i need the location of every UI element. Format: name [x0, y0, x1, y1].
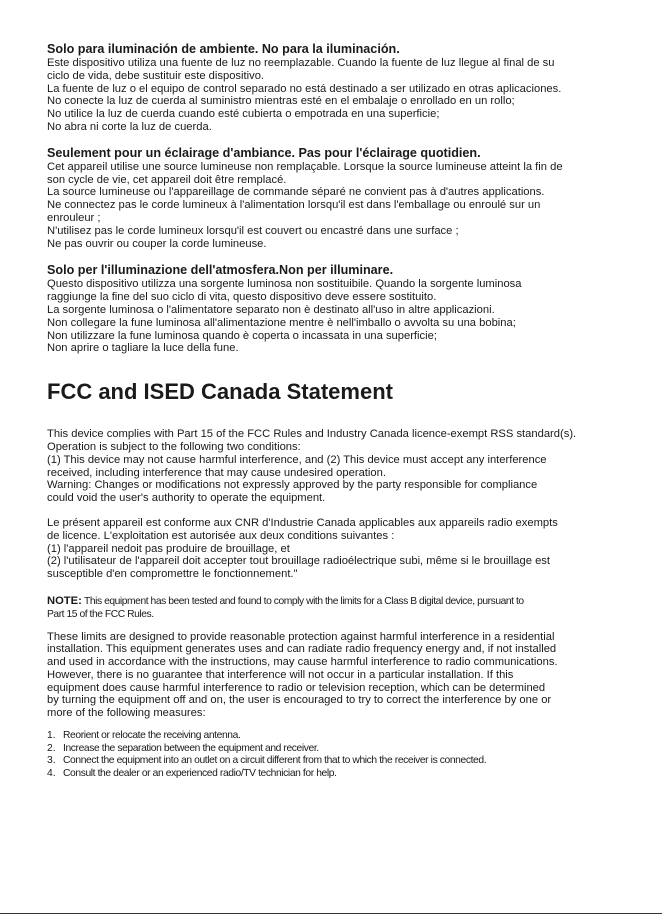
- french-heading: Seulement pour un éclairage d'ambiance. Pas pour l'éclairage quotidien.: [47, 145, 481, 160]
- list-item: [47, 730, 627, 743]
- text-line: installation. This equipment generates uses and can radiate radio frequency energy and, if not installed: [47, 643, 557, 656]
- text-line: Cet appareil utilise une source lumineuse non remplaçable. Lorsque la source lumineuse atteint la fin de: [47, 160, 563, 173]
- spanish-heading: Solo para iluminación de ambiente. No para la iluminación.: [47, 42, 400, 56]
- list-text: Increase the separation between the equipment and receiver.: [63, 742, 319, 754]
- list-number: 3.: [47, 755, 56, 767]
- text-line: These limits are designed to provide reasonable protection against harmful interference in a residential: [47, 630, 555, 643]
- italian-text: [47, 278, 627, 355]
- text-line: Este dispositivo utiliza una fuente de luz no reemplazable. Cuando la fuente de luz llegue al final de su: [47, 57, 555, 69]
- text-line: (2) l'utilisateur de l'appareil doit accepter tout brouillage radioélectrique subi, même si le brouillage est: [47, 555, 551, 568]
- list-text: Consult the dealer or an experienced radio/TV technician for help.: [63, 768, 337, 780]
- text-line: However, there is no guarantee that interference will not occur in a particular installation. If this: [47, 668, 514, 681]
- text-line: received, including interference that may cause undesired operation.: [47, 466, 386, 479]
- measures-list: [47, 730, 627, 781]
- text-line: son cycle de vie, cet appareil doit être remplacé.: [47, 173, 287, 186]
- list-number: 4.: [47, 768, 56, 780]
- fcc-title: FCC and ISED Canada Statement: [47, 379, 393, 405]
- note-text: This equipment has been tested and found to comply with the limits for a Class B digital device, pursuant to: [81, 595, 524, 607]
- document-page: [47, 42, 627, 781]
- text-line: could void the user's authority to operate the equipment.: [47, 492, 326, 505]
- fcc-note: [47, 595, 627, 622]
- note-line: [47, 595, 627, 609]
- text-line: This device complies with Part 15 of the FCC Rules and Industry Canada licence-exempt RSS standard(s).: [47, 428, 577, 441]
- text-line: equipment does cause harmful interference to radio or television reception, which can be determined: [47, 681, 546, 694]
- text-line: ciclo de vida, debe sustituir este dispositivo.: [47, 69, 265, 82]
- text-line: enrouleur ;: [47, 211, 101, 224]
- list-item: [47, 768, 627, 781]
- fcc-french-statement: [47, 517, 627, 581]
- text-line: La fuente de luz o el equipo de control separado no está destinado a ser utilizado en otras aplicaciones.: [47, 82, 562, 95]
- french-text: [47, 161, 627, 251]
- spanish-text: [47, 57, 627, 134]
- list-number: 2.: [47, 742, 56, 754]
- text-line: Non utilizzare la fune luminosa quando è coperta o incassata in una superficie;: [47, 329, 437, 342]
- note-label: NOTE:: [47, 594, 82, 607]
- text-line: No abra ni corte la luz de cuerda.: [47, 120, 212, 133]
- text-line: Non collegare la fune luminosa all'alimentazione mentre è nell'imballo o avvolta su una bobina;: [47, 316, 516, 329]
- text-line: more of the following measures:: [47, 707, 206, 720]
- text-line: No conecte la luz de cuerda al suministro mientras esté en el embalaje o enrollado en un rollo;: [47, 95, 515, 108]
- text-line: by turning the equipment off and on, the user is encouraged to try to correct the interference by one or: [47, 694, 552, 707]
- text-line: (1) This device may not cause harmful interference, and (2) This device must accept any interference: [47, 453, 547, 466]
- note-line: Part 15 of the FCC Rules.: [47, 608, 154, 620]
- italian-section: [47, 263, 627, 355]
- text-line: Le présent appareil est conforme aux CNR d'Industrie Canada applicables aux appareils radio exempts: [47, 516, 558, 529]
- list-item: [47, 755, 627, 768]
- text-line: and used in accordance with the instructions, may cause harmful interference to radio communications.: [47, 656, 558, 669]
- list-text: Connect the equipment into an outlet on a circuit different from that to which the receiver is connected.: [63, 755, 487, 767]
- fcc-limits-paragraph: [47, 631, 627, 721]
- list-text: Reorient or relocate the receiving antenna.: [63, 730, 241, 742]
- list-item: [47, 743, 627, 756]
- text-line: Ne connectez pas le corde lumineux à l'alimentation lorsqu'il est dans l'emballage ou enroulé sur un: [47, 199, 541, 212]
- text-line: No utilice la luz de cuerda cuando esté cubierta o empotrada en una superficie;: [47, 108, 440, 121]
- text-line: susceptible d'en compromettre le fonctionnement.": [47, 568, 298, 581]
- italian-heading: Solo per l'illuminazione dell'atmosfera.Non per illuminare.: [47, 263, 394, 278]
- french-section: [47, 146, 627, 251]
- fcc-english-statement: [47, 428, 627, 505]
- text-line: La source lumineuse ou l'appareillage de commande séparé ne convient pas à d'autres applications.: [47, 186, 545, 199]
- text-line: N'utilisez pas le corde lumineux lorsqu'il est couvert ou encastré dans une surface ;: [47, 224, 459, 237]
- list-number: 1.: [47, 730, 56, 742]
- text-line: Ne pas ouvrir ou couper la corde lumineuse.: [47, 237, 267, 250]
- text-line: raggiunge la fine del suo ciclo di vita, questo dispositivo deve essere sostituito.: [47, 291, 437, 304]
- text-line: La sorgente luminosa o l'alimentatore separato non è destinato all'uso in altre applicazioni.: [47, 303, 495, 316]
- text-line: de licence. L'exploitation est autorisée aux deux conditions suivantes :: [47, 529, 395, 542]
- text-line: (1) l'appareil nedoit pas produire de brouillage, et: [47, 542, 290, 555]
- text-line: Non aprire o tagliare la luce della fune.: [47, 342, 239, 355]
- text-line: Warning: Changes or modifications not expressly approved by the party responsible for compliance: [47, 479, 538, 492]
- spanish-section: [47, 42, 627, 134]
- text-line: Questo dispositivo utilizza una sorgente luminosa non sostituibile. Quando la sorgente luminosa: [47, 278, 522, 291]
- text-line: Operation is subject to the following two conditions:: [47, 440, 301, 453]
